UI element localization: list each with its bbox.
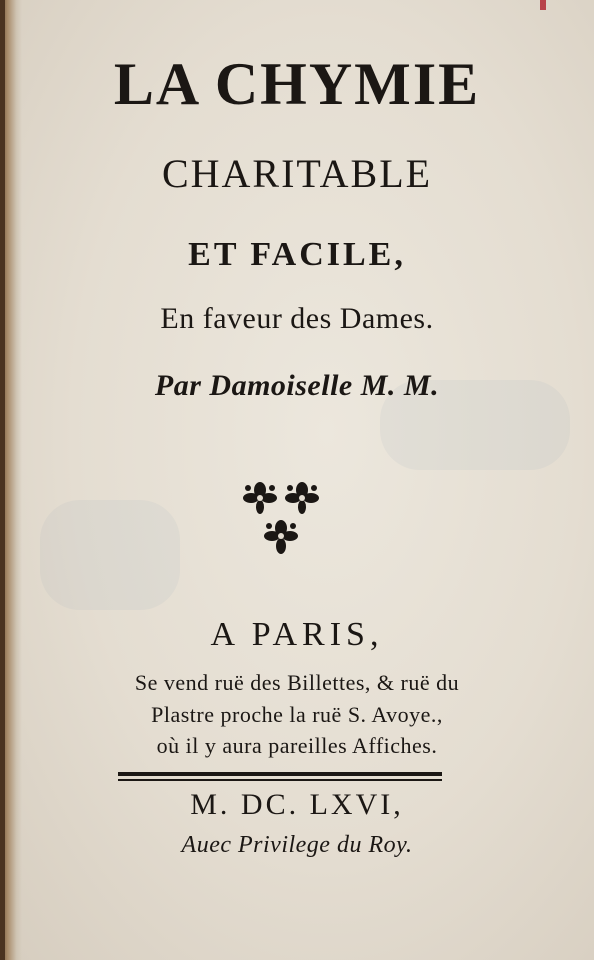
bleed-through-stain [40,500,180,610]
title-line-1: LA CHYMIE [113,51,481,117]
privilege-line: Auec Privilege du Roy. [181,832,413,858]
corner-mark [540,0,546,10]
fleuron-ornament-icon [240,478,324,560]
subtitle: En faveur des Dames. [160,302,434,335]
imprint-place: A PARIS, [210,616,384,653]
title-line-2: CHARITABLE [161,151,433,196]
imprint-address-line-3: où il y aura pareilles Affiches. [156,733,438,758]
publication-date: M. DC. LXVI, [190,788,404,821]
imprint-address-line-2: Plastre proche la ruë S. Avoye., [151,702,443,727]
author-line: Par Damoiselle M. M. [154,369,440,402]
imprint-address-line-1: Se vend ruë des Billettes, & ruë du [134,670,460,695]
title-line-3: ET FACILE, [188,236,406,273]
double-rule-top [118,772,442,776]
double-rule-bottom [118,779,442,781]
